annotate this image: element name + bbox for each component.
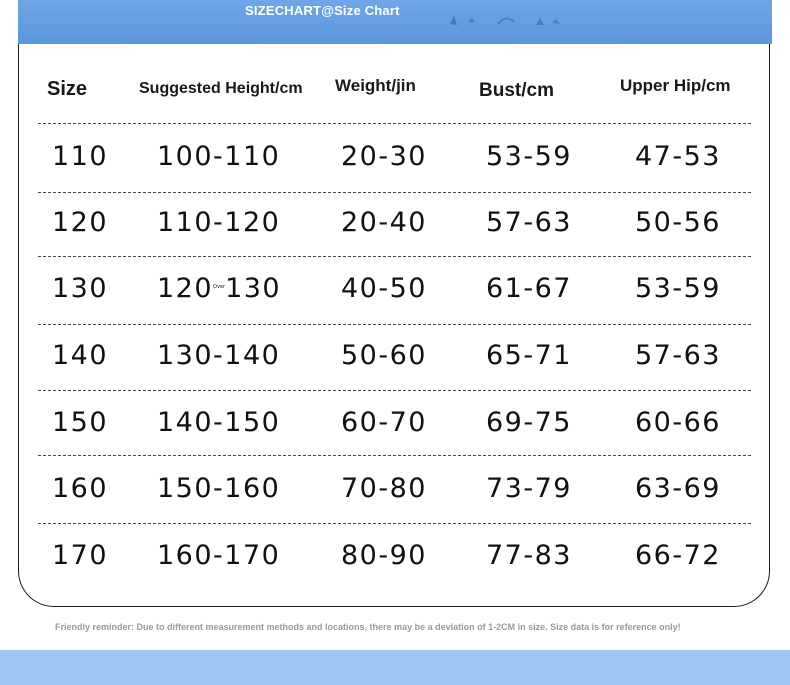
- cell-height: 160-170: [157, 540, 281, 571]
- cell-bust: 77-83: [486, 540, 572, 571]
- cell-bust: 61-67: [486, 273, 572, 304]
- cell-size: 160: [52, 473, 109, 504]
- cell-size: 130: [52, 273, 109, 304]
- cell-upper-hip: 47-53: [635, 141, 721, 172]
- cell-weight: 40-50: [341, 273, 427, 304]
- cell-bust: 57-63: [486, 207, 572, 238]
- cell-size: 170: [52, 540, 109, 571]
- column-header-weight: Weight/jin: [335, 76, 416, 95]
- decorative-figures-icon: [448, 12, 568, 28]
- column-header-bust: Bust/cm: [479, 80, 554, 101]
- row-divider: [38, 123, 751, 124]
- row-divider: [38, 192, 751, 193]
- row-divider: [38, 455, 751, 456]
- cell-height: 100-110: [157, 141, 281, 172]
- cell-weight: 20-40: [341, 207, 427, 238]
- cell-height: 130-140: [157, 340, 281, 371]
- cell-bust: 65-71: [486, 340, 572, 371]
- cell-bust: 73-79: [486, 473, 572, 504]
- column-header-size: Size: [47, 78, 88, 100]
- cell-size: 150: [52, 407, 109, 438]
- cell-weight: 50-60: [341, 340, 427, 371]
- cell-height: 150-160: [157, 473, 281, 504]
- cell-size: 110: [52, 141, 109, 172]
- cell-upper-hip: 60-66: [635, 407, 721, 438]
- reminder-note: Friendly reminder: Due to different measurement methods and locations, there may be a deviation of 1-2CM in size. Size data is for reference only!: [55, 622, 681, 632]
- row-divider: [38, 523, 751, 524]
- header-bar: [18, 0, 772, 44]
- row-divider: [38, 256, 751, 257]
- cell-size: 120: [52, 207, 109, 238]
- cell-weight: 80-90: [341, 540, 427, 571]
- cell-size: 140: [52, 340, 109, 371]
- column-header-height: Suggested Height/cm: [139, 80, 303, 97]
- cell-height: 140-150: [157, 407, 281, 438]
- row-divider: [38, 324, 751, 325]
- cell-weight: 70-80: [341, 473, 427, 504]
- row-divider: [38, 390, 751, 391]
- cell-bust: 53-59: [486, 141, 572, 172]
- cell-height: 110-120: [157, 207, 281, 238]
- cell-height: [157, 273, 281, 304]
- footer-bar: [0, 650, 790, 685]
- cell-bust: 69-75: [486, 407, 572, 438]
- cell-upper-hip: 57-63: [635, 340, 721, 371]
- cell-upper-hip: 66-72: [635, 540, 721, 571]
- cell-upper-hip: 53-59: [635, 273, 721, 304]
- cell-weight: 60-70: [341, 407, 427, 438]
- cell-height-from: 120: [157, 273, 214, 304]
- page-title: SIZECHART@Size Chart: [245, 3, 400, 18]
- cell-upper-hip: 63-69: [635, 473, 721, 504]
- cell-upper-hip: 50-56: [635, 207, 721, 238]
- cell-weight: 20-30: [341, 141, 427, 172]
- cell-height-to: 130: [225, 273, 282, 304]
- cell-height-mark: Over: [213, 283, 226, 290]
- column-header-upper-hip: Upper Hip/cm: [620, 76, 731, 95]
